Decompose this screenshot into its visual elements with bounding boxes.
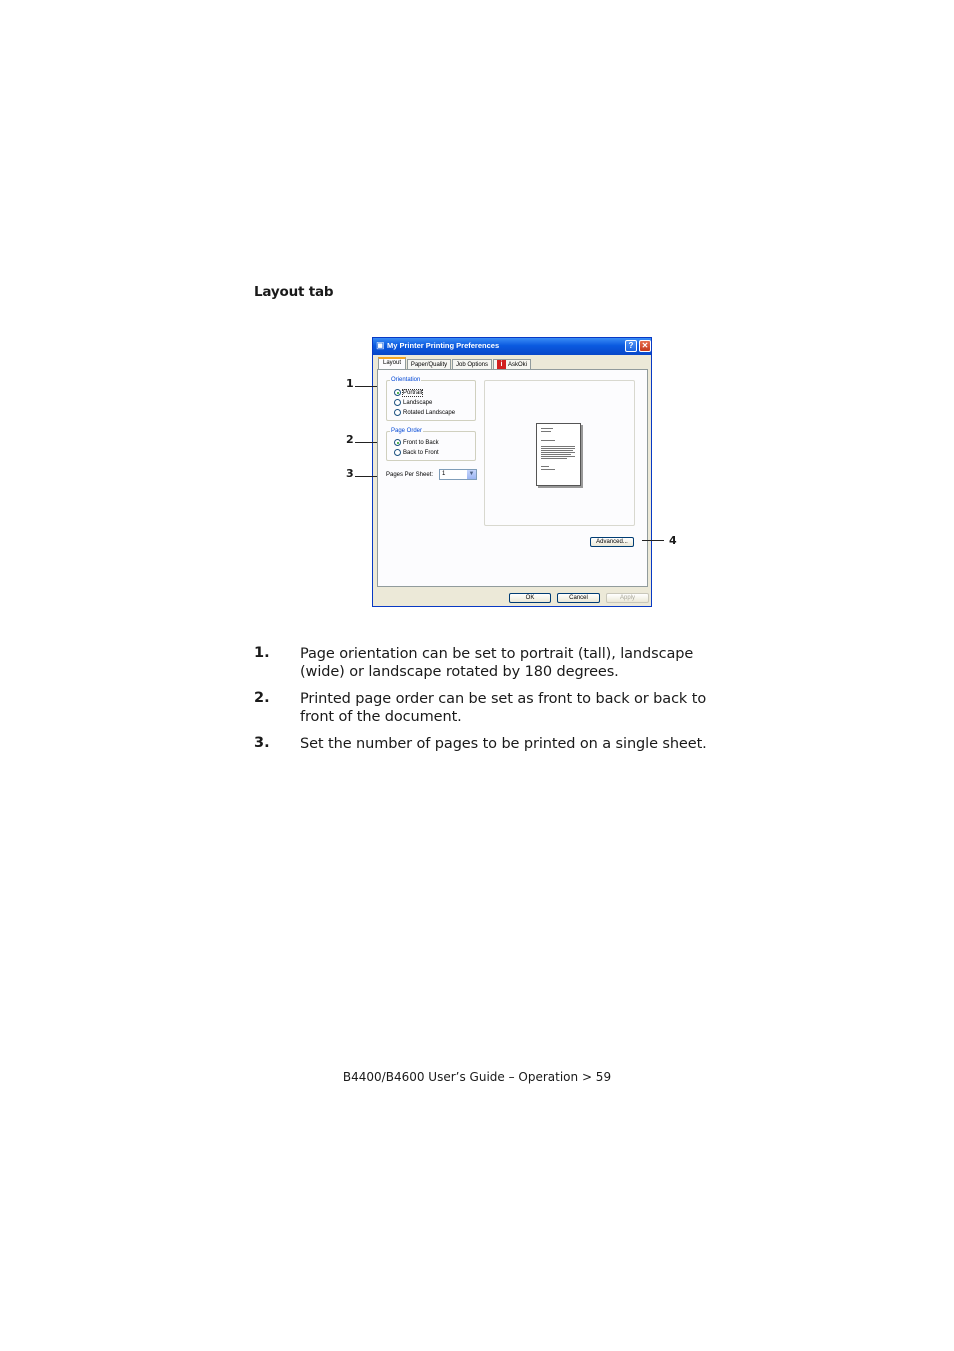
printer-icon: ▣ — [376, 340, 385, 350]
radio-button[interactable] — [394, 449, 401, 456]
radio-button-selected[interactable] — [394, 439, 401, 446]
radio-label: Landscape — [403, 400, 433, 407]
page-order-legend: Page Order — [391, 428, 423, 434]
list-number: 2. — [254, 690, 270, 706]
page-preview-icon — [536, 423, 581, 486]
radio-button-selected[interactable] — [394, 389, 401, 396]
info-icon: i — [497, 360, 506, 369]
radio-label: Portrait — [403, 390, 423, 397]
callout-2-leader — [355, 442, 377, 443]
callout-4: 4 — [669, 534, 677, 547]
help-button[interactable]: ? — [625, 340, 637, 352]
apply-button[interactable]: Apply — [606, 593, 649, 603]
list-number: 1. — [254, 645, 270, 661]
pages-per-sheet-label: Pages Per Sheet: — [386, 472, 434, 478]
radio-label: Rotated Landscape — [403, 410, 456, 417]
printing-preferences-dialog — [372, 337, 652, 607]
radio-back-to-front[interactable] — [394, 449, 439, 457]
radio-front-to-back[interactable] — [394, 439, 439, 447]
chevron-down-icon[interactable]: ▼ — [468, 471, 475, 477]
orientation-legend: Orientation — [391, 377, 421, 383]
callout-1-leader — [355, 386, 377, 387]
pages-per-sheet-value: 1 — [442, 471, 446, 477]
tab-job-options[interactable]: Job Options — [452, 359, 492, 370]
radio-rotated-landscape[interactable] — [394, 409, 455, 417]
title-bar[interactable] — [373, 338, 651, 355]
radio-button[interactable] — [394, 399, 401, 406]
tab-paper-quality[interactable]: Paper/Quality — [407, 359, 451, 370]
page-footer: B4400/B4600 User’s Guide – Operation > 59 — [342, 1070, 612, 1084]
pages-per-sheet-select[interactable] — [439, 469, 477, 480]
layout-preview — [484, 380, 635, 526]
list-item-text: Set the number of pages to be printed on a single sheet. — [300, 736, 707, 752]
callout-2: 2 — [346, 433, 354, 446]
cancel-button[interactable]: Cancel — [557, 593, 600, 603]
callout-3: 3 — [346, 467, 354, 480]
dialog-title: My Printer Printing Preferences — [387, 341, 500, 350]
radio-label: Back to Front — [403, 450, 439, 457]
close-button[interactable]: ✕ — [639, 340, 651, 352]
tab-layout[interactable]: Layout — [378, 357, 406, 370]
callout-3-leader — [355, 476, 377, 477]
list-item-text: Printed page order can be set as front to back or back to front of the document. — [300, 691, 707, 725]
radio-portrait[interactable] — [394, 389, 422, 397]
list-number: 3. — [254, 735, 270, 751]
list-item-text: Page orientation can be set to portrait (tall), landscape (wide) or landscape rotated by 180 degrees. — [300, 646, 694, 680]
callout-1: 1 — [346, 377, 354, 390]
callout-4-leader — [642, 540, 664, 541]
advanced-button[interactable]: Advanced... — [590, 537, 634, 547]
radio-button[interactable] — [394, 409, 401, 416]
tab-askoki-label: AskOki — [507, 362, 527, 369]
ok-button[interactable]: OK — [509, 593, 551, 603]
radio-label: Front to Back — [403, 440, 439, 447]
radio-landscape[interactable] — [394, 399, 432, 407]
section-heading: Layout tab — [254, 284, 334, 300]
layout-panel — [377, 369, 648, 587]
